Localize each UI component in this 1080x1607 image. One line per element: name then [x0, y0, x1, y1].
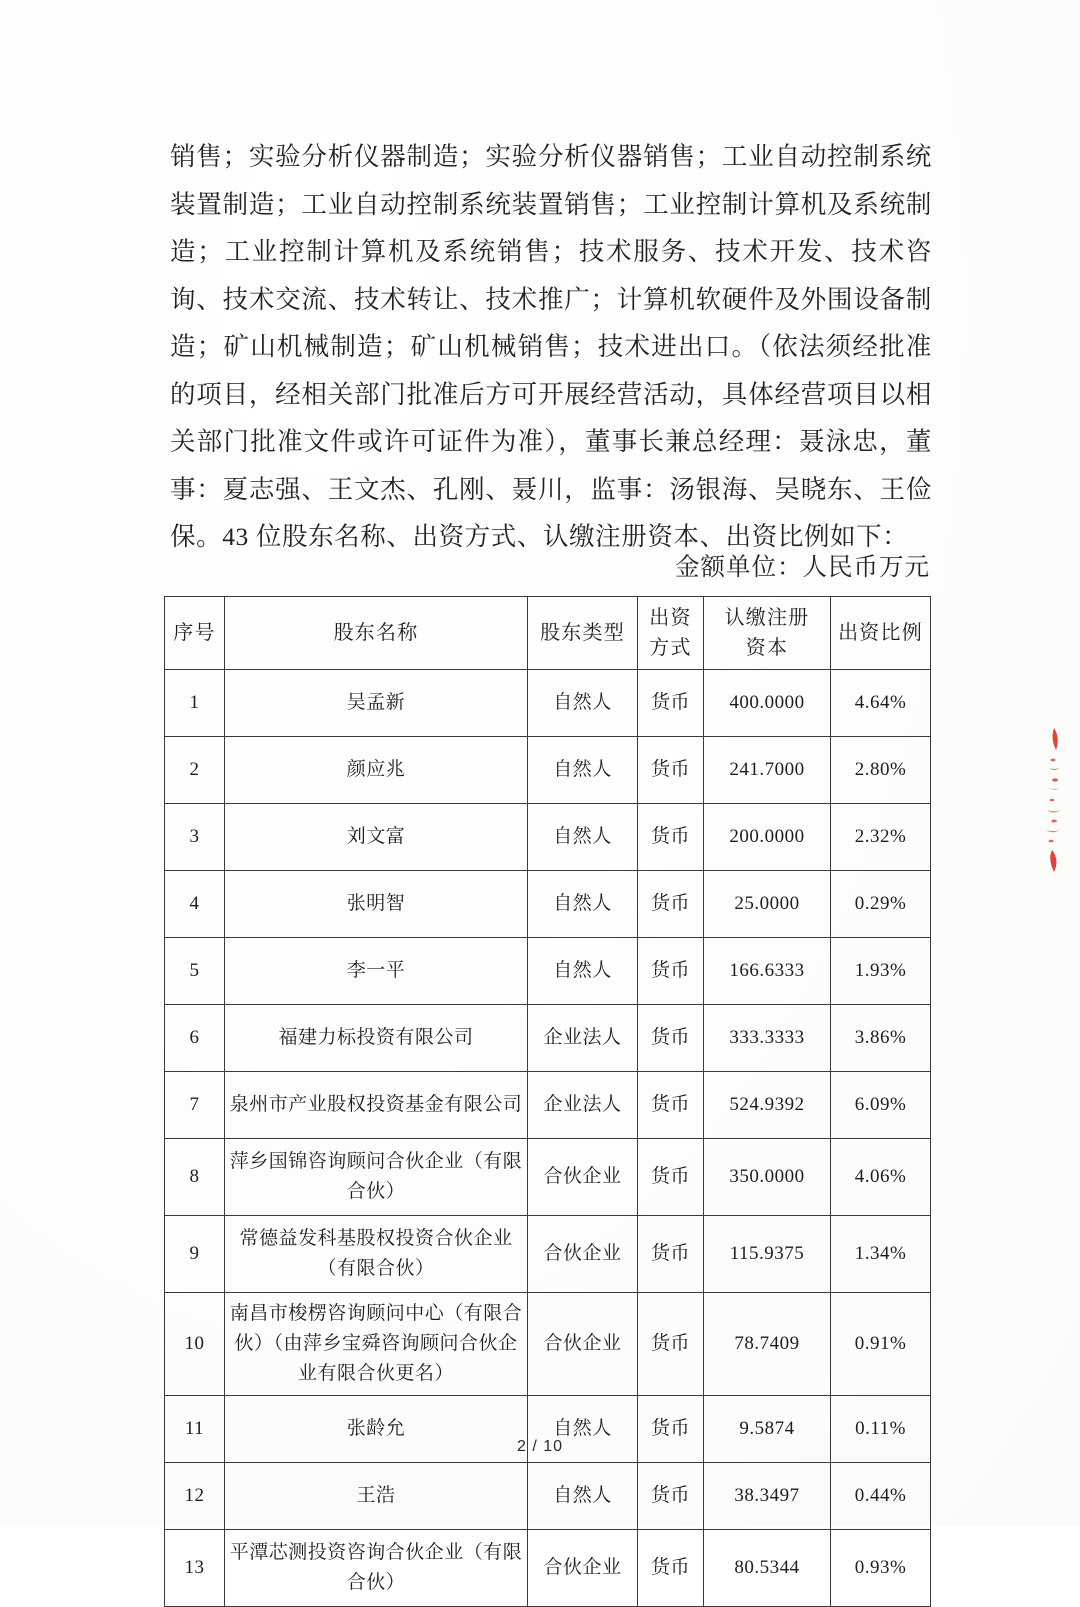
table-body	[165, 670, 931, 1607]
cell-contribution-percent: 0.29%	[831, 871, 931, 938]
cell-seq: 2	[165, 737, 225, 804]
cell-contribution-mode: 货币	[638, 938, 704, 1005]
cell-contribution-percent: 0.44%	[831, 1463, 931, 1530]
table-row	[165, 804, 931, 871]
column-header-capital	[704, 597, 831, 670]
cell-shareholder-name: 刘文富	[225, 804, 528, 871]
column-header-mode-line2: 方式	[649, 637, 692, 659]
cell-shareholder-type: 自然人	[528, 670, 638, 737]
cell-subscribed-capital: 200.0000	[704, 804, 831, 871]
cell-shareholder-name: 王浩	[225, 1463, 528, 1530]
column-header-percent: 出资比例	[831, 597, 931, 670]
cell-subscribed-capital: 400.0000	[704, 670, 831, 737]
cell-contribution-percent: 1.93%	[831, 938, 931, 1005]
cell-seq: 11	[165, 1396, 225, 1463]
cell-contribution-percent: 0.93%	[831, 1530, 931, 1607]
cell-contribution-mode: 货币	[638, 804, 704, 871]
cell-subscribed-capital: 25.0000	[704, 871, 831, 938]
cell-shareholder-name: 南昌市梭楞咨询顾问中心（有限合伙）（由萍乡宝舜咨询顾问合伙企业有限合伙更名）	[225, 1293, 528, 1396]
cell-contribution-mode: 货币	[638, 871, 704, 938]
cell-shareholder-name: 张明智	[225, 871, 528, 938]
cell-shareholder-type: 自然人	[528, 1463, 638, 1530]
cell-contribution-mode: 货币	[638, 1463, 704, 1530]
cell-subscribed-capital: 333.3333	[704, 1005, 831, 1072]
cell-contribution-mode: 货币	[638, 1005, 704, 1072]
cell-seq: 7	[165, 1072, 225, 1139]
table-row	[165, 1463, 931, 1530]
cell-shareholder-type: 自然人	[528, 1396, 638, 1463]
table-row	[165, 1005, 931, 1072]
cell-subscribed-capital: 241.7000	[704, 737, 831, 804]
cell-seq: 3	[165, 804, 225, 871]
cell-shareholder-name: 常德益发科基股权投资合伙企业（有限合伙）	[225, 1216, 528, 1293]
table-row	[165, 1139, 931, 1216]
cell-contribution-percent: 4.64%	[831, 670, 931, 737]
amount-unit-note: 金额单位：人民币万元	[675, 554, 930, 581]
cell-shareholder-type: 自然人	[528, 804, 638, 871]
cell-shareholder-name: 颜应兆	[225, 737, 528, 804]
cell-shareholder-type: 自然人	[528, 871, 638, 938]
table-row	[165, 1072, 931, 1139]
cell-shareholder-type: 自然人	[528, 737, 638, 804]
cell-seq: 10	[165, 1293, 225, 1396]
table-row	[165, 1293, 931, 1396]
column-header-seq: 序号	[165, 597, 225, 670]
column-header-type: 股东类型	[528, 597, 638, 670]
body-paragraph	[170, 133, 932, 561]
cell-seq: 6	[165, 1005, 225, 1072]
cell-shareholder-type: 企业法人	[528, 1072, 638, 1139]
cell-seq: 5	[165, 938, 225, 1005]
cell-contribution-mode: 货币	[638, 670, 704, 737]
cell-shareholder-name: 福建力标投资有限公司	[225, 1005, 528, 1072]
cell-shareholder-type: 合伙企业	[528, 1139, 638, 1216]
cell-contribution-mode: 货币	[638, 1396, 704, 1463]
cell-contribution-percent: 0.91%	[831, 1293, 931, 1396]
page-footer: 2 / 10	[516, 1438, 564, 1455]
cell-contribution-percent: 3.86%	[831, 1005, 931, 1072]
cell-contribution-percent: 2.80%	[831, 737, 931, 804]
table-row	[165, 1216, 931, 1293]
cell-contribution-percent: 4.06%	[831, 1139, 931, 1216]
cell-contribution-mode: 货币	[638, 1530, 704, 1607]
cell-contribution-mode: 货币	[638, 1216, 704, 1293]
red-seal-stamp-fragment	[1044, 724, 1080, 876]
cell-subscribed-capital: 350.0000	[704, 1139, 831, 1216]
cell-subscribed-capital: 38.3497	[704, 1463, 831, 1530]
cell-contribution-mode: 货币	[638, 1293, 704, 1396]
cell-contribution-mode: 货币	[638, 1072, 704, 1139]
table-row	[165, 871, 931, 938]
cell-shareholder-type: 自然人	[528, 938, 638, 1005]
cell-contribution-percent: 1.34%	[831, 1216, 931, 1293]
cell-contribution-percent: 2.32%	[831, 804, 931, 871]
paragraph-text: 销售；实验分析仪器制造；实验分析仪器销售；工业自动控制系统装置制造；工业自动控制系统装置销售；工业控制计算机及系统制造；工业控制计算机及系统销售；技术服务、技术开发、技术咨询、技术交流、技术转让、技术推广；计算机软硬件及外围设备制造；矿山机械制造；矿山机械销售；技术进出口。（依法须经批准的项目，经相关部门批准后方可开展经营活动，具体经营项目以相关部门批准文件或许可证件为准），董事长兼总经理：聂泳忠，董事：夏志强、王文杰、孔刚、聂川，监事：汤银海、吴晓东、王俭保。43 位股东名称、出资方式、认缴注册资本、出资比例如下：	[170, 142, 932, 551]
cell-shareholder-type: 合伙企业	[528, 1293, 638, 1396]
cell-shareholder-name: 李一平	[225, 938, 528, 1005]
cell-subscribed-capital: 80.5344	[704, 1530, 831, 1607]
cell-subscribed-capital: 524.9392	[704, 1072, 831, 1139]
table-row	[165, 737, 931, 804]
cell-contribution-mode: 货币	[638, 737, 704, 804]
cell-shareholder-name: 泉州市产业股权投资基金有限公司	[225, 1072, 528, 1139]
cell-contribution-percent: 0.11%	[831, 1396, 931, 1463]
cell-subscribed-capital: 166.6333	[704, 938, 831, 1005]
table-header-row	[165, 597, 931, 670]
cell-subscribed-capital: 78.7409	[704, 1293, 831, 1396]
table-row	[165, 1530, 931, 1607]
column-header-mode-line1: 出资	[649, 607, 692, 629]
cell-seq: 12	[165, 1463, 225, 1530]
cell-contribution-mode: 货币	[638, 1139, 704, 1216]
cell-shareholder-type: 合伙企业	[528, 1530, 638, 1607]
cell-shareholder-type: 企业法人	[528, 1005, 638, 1072]
column-header-name: 股东名称	[225, 597, 528, 670]
cell-seq: 8	[165, 1139, 225, 1216]
cell-seq: 9	[165, 1216, 225, 1293]
cell-shareholder-name: 吴孟新	[225, 670, 528, 737]
cell-subscribed-capital: 9.5874	[704, 1396, 831, 1463]
table-row	[165, 938, 931, 1005]
cell-seq: 13	[165, 1530, 225, 1607]
cell-contribution-percent: 6.09%	[831, 1072, 931, 1139]
cell-shareholder-name: 萍乡国锦咨询顾问合伙企业（有限合伙）	[225, 1139, 528, 1216]
column-header-capital-line1: 认缴注册	[724, 607, 810, 629]
cell-seq: 4	[165, 871, 225, 938]
cell-shareholder-name: 张龄允	[225, 1396, 528, 1463]
cell-shareholder-name: 平潭芯测投资咨询合伙企业（有限合伙）	[225, 1530, 528, 1607]
cell-subscribed-capital: 115.9375	[704, 1216, 831, 1293]
cell-shareholder-type: 合伙企业	[528, 1216, 638, 1293]
column-header-mode	[638, 597, 704, 670]
table-row	[165, 670, 931, 737]
cell-seq: 1	[165, 670, 225, 737]
column-header-capital-line2: 资本	[745, 637, 789, 659]
